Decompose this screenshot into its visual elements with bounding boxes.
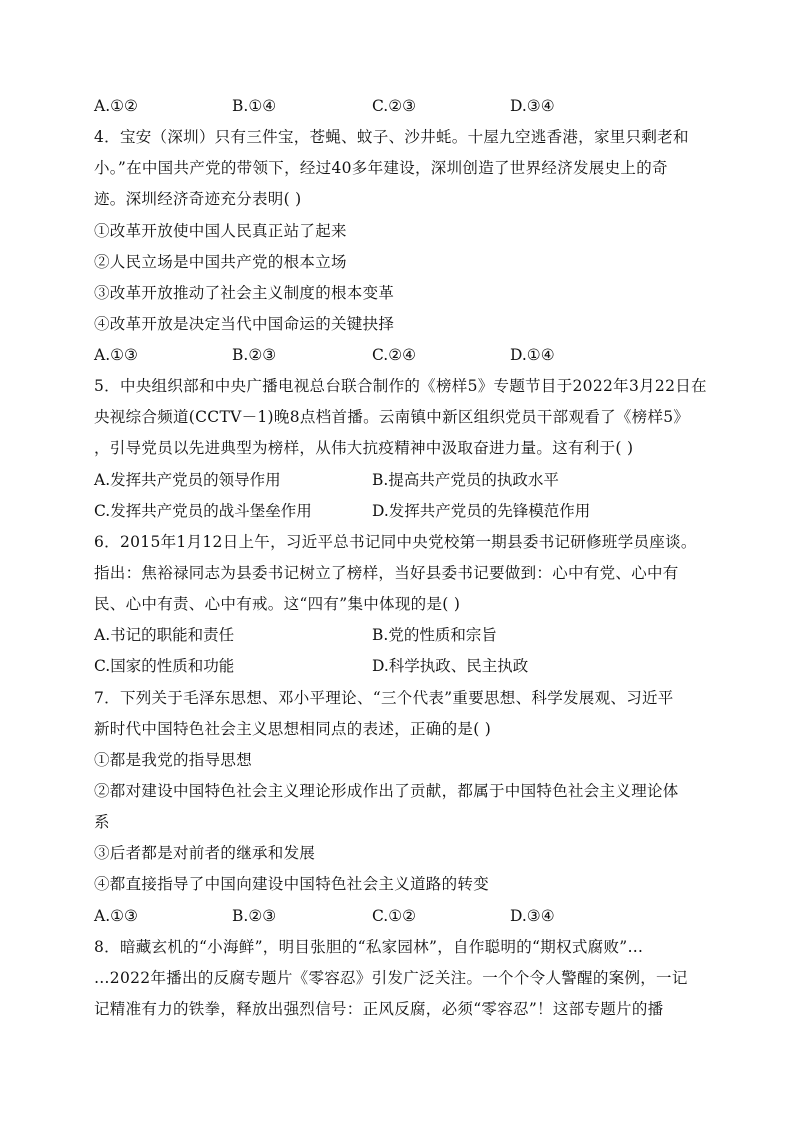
q5-option-c: C.发挥共产党员的战斗堡垒作用	[94, 502, 312, 520]
q4-option-a: A.①③	[94, 346, 138, 364]
q7-item-1: ①都是我党的指导思想	[94, 751, 253, 769]
q4-item-1: ①改革开放使中国人民真正站了起来	[94, 222, 347, 240]
q8-stem-line-3: 记精准有力的铁拳，释放出强烈信号：正风反腐，必须“零容忍”！这部专题片的播	[94, 1000, 664, 1018]
q4-item-4: ④改革开放是决定当代中国命运的关键抉择	[94, 315, 395, 333]
q5-stem-line-3: ，引导党员以先进典型为榜样，从伟大抗疫精神中汲取奋进力量。这有利于( )	[94, 439, 634, 457]
q5-option-a: A.发挥共产党员的领导作用	[94, 471, 281, 489]
q3-option-b: B.①④	[232, 97, 277, 115]
q6-stem-line-3: 民、心中有责、心中有戒。这“四有”集中体现的是( )	[94, 595, 461, 613]
q6-stem-line-1: 6．2015年1月12日上午，习近平总书记同中央党校第一期县委书记研修班学员座谈。	[94, 533, 697, 551]
q4-item-2: ②人民立场是中国共产党的根本立场	[94, 253, 347, 271]
q7-option-c: C.①②	[372, 907, 417, 925]
q6-stem-line-2: 指出：焦裕禄同志为县委书记树立了榜样，当好县委书记要做到：心中有党、心中有	[94, 564, 679, 582]
q5-option-d: D.发挥共产党员的先锋模范作用	[372, 502, 591, 520]
q8-stem-line-2: …2022年播出的反腐专题片《零容忍》引发广泛关注。一个个令人警醒的案例，一记	[94, 969, 688, 987]
q6-option-a: A.书记的职能和责任	[94, 626, 235, 644]
q7-option-a: A.①③	[94, 907, 138, 925]
q7-item-4: ④都直接指导了中国向建设中国特色社会主义道路的转变	[94, 875, 490, 893]
q6-option-c: C.国家的性质和功能	[94, 657, 235, 675]
q8-stem-line-1: 8．暗藏玄机的“小海鲜”，明目张胆的“私家园林”，自作聪明的“期权式腐败”…	[94, 938, 644, 956]
q4-option-d: D.①④	[510, 346, 555, 364]
q7-option-b: B.②③	[232, 907, 277, 925]
q3-option-a: A.①②	[94, 97, 138, 115]
q6-option-d: D.科学执政、民主执政	[372, 657, 529, 675]
q7-item-2-cont: 系	[94, 813, 110, 831]
q4-stem-line-1: 4．宝安（深圳）只有三件宝，苍蝇、蚊子、沙井蚝。十屋九空逃香港，家里只剩老和	[94, 128, 689, 146]
q4-option-c: C.②④	[372, 346, 417, 364]
q6-option-b: B.党的性质和宗旨	[372, 626, 497, 644]
q7-stem-line-1: 7．下列关于毛泽东思想、邓小平理论、“三个代表”重要思想、科学发展观、习近平	[94, 689, 674, 707]
q7-stem-line-2: 新时代中国特色社会主义思想相同点的表述，正确的是( )	[94, 720, 492, 738]
q5-stem-line-1: 5．中央组织部和中央广播电视总台联合制作的《榜样5》专题节目于2022年3月22日在	[94, 377, 707, 395]
q7-option-d: D.③④	[510, 907, 555, 925]
q5-option-b: B.提高共产党员的执政水平	[372, 471, 559, 489]
q4-item-3: ③改革开放推动了社会主义制度的根本变革	[94, 284, 395, 302]
q4-stem-line-3: 迹。深圳经济奇迹充分表明( )	[94, 190, 302, 208]
q4-option-b: B.②③	[232, 346, 277, 364]
q3-option-d: D.③④	[510, 97, 555, 115]
q7-item-3: ③后者都是对前者的继承和发展	[94, 844, 316, 862]
q4-stem-line-2: 小。”在中国共产党的带领下，经过40多年建设，深圳创造了世界经济发展史上的奇	[94, 159, 668, 177]
q5-stem-line-2: 央视综合频道(CCTV－1)晚8点档首播。云南镇中新区组织党员干部观看了《榜样5》	[94, 408, 690, 426]
q7-item-2: ②都对建设中国特色社会主义理论形成作出了贡献，都属于中国特色社会主义理论体	[94, 782, 679, 800]
q3-option-c: C.②③	[372, 97, 417, 115]
